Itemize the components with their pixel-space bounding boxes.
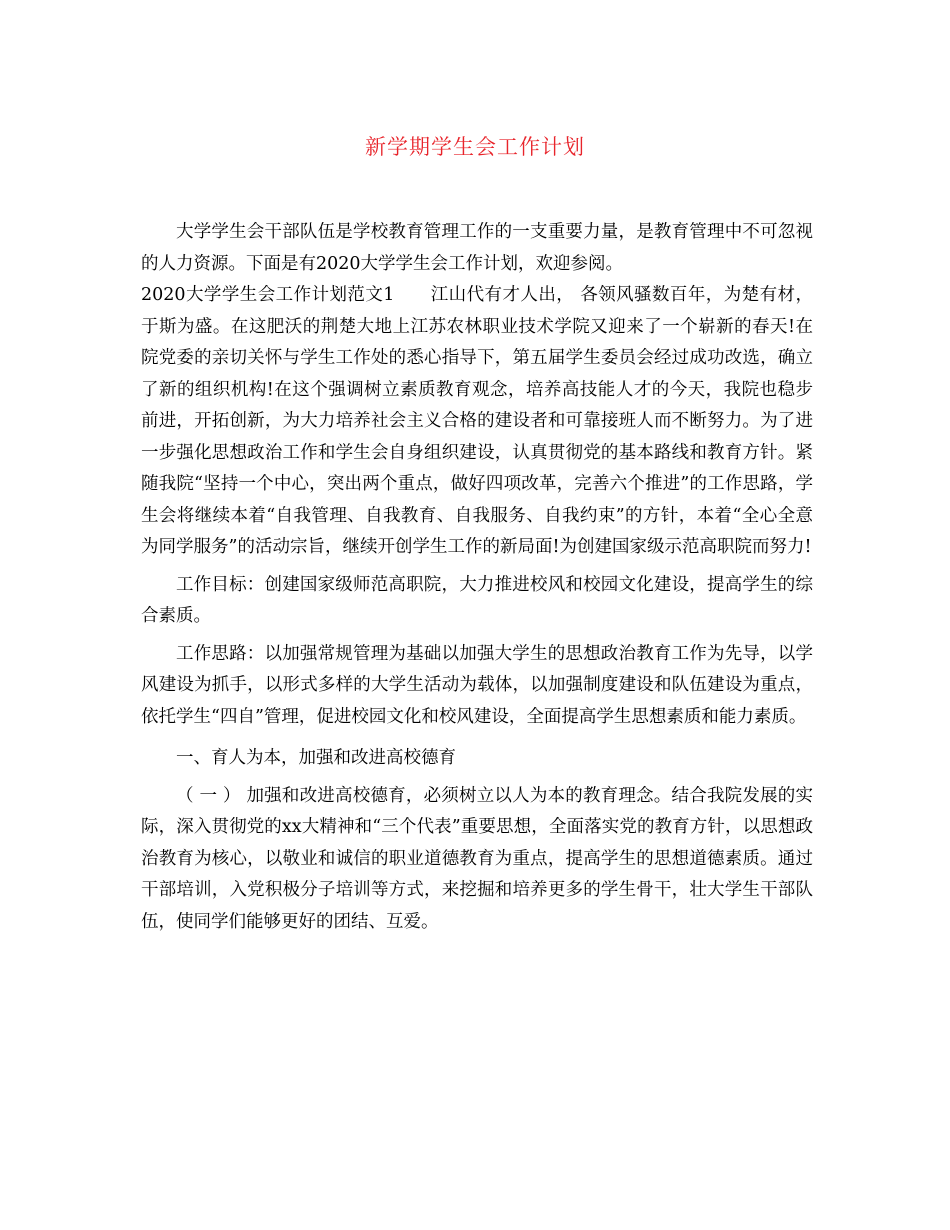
section-heading: 一、育人为本，加强和改进高校德育 <box>176 748 456 768</box>
work-approach-paragraph: 工作思路：以加强常规管理为基础以加强大学生的思想政治教育工作为先导，以学风建设为抓手，以形式多样的大学生活动为载体，以加强制度建设和队伍建设为重点，依托学生“四自”管理，促进校园文化和校风建设，全面提高学生思想素质和能力素质。 <box>141 643 813 727</box>
sample-paragraph: 2020大学学生会工作计划范文1 江山代有才人出， 各领风骚数百年，为楚有材，于斯为盛。在这肥沃的荆楚大地上江苏农林职业技术学院又迎来了一个崭新的春天!在院党委的亲切关怀与学生工作处的悉心指导下，第五届学生委员会经过成功改选，确立了新的组织机构!在这个强调树立素质教育观念，培养高技能人才的今天，我院也稳步前进，开拓创新，为大力培养社会主义合格的建设者和可靠接班人而不断努力。为了进一步强化思想政治工作和学生会自身组织建设，认真贯彻党的基本路线和教育方针。紧随我院“坚持一个中心，突出两个重点，做好四项改革，完善六个推进”的工作思路，学生会将继续本着“自我管理、自我教育、自我服务、自我约束”的方针，本着“全心全意为同学服务”的活动宗旨，继续开创学生工作的新局面!为创建国家级示范高职院而努力! <box>141 285 813 557</box>
document-body <box>141 217 813 938</box>
work-goal-paragraph: 工作目标：创建国家级师范高职院，大力推进校风和校园文化建设，提高学生的综合素质。 <box>141 574 813 626</box>
section-paragraph: （ 一 ） 加强和改进高校德育，必须树立以人为本的教育理念。结合我院发展的实际，深入贯彻党的xx大精神和“三个代表”重要思想，全面落实党的教育方针，以思想政治教育为核心，以敬业和诚信的职业道德教育为重点，提高学生的思想道德素质。通过干部培训，入党积极分子培训等方式，来挖掘和培养更多的学生骨干，壮大学生干部队伍，使同学们能够更好的团结、互爱。 <box>141 785 813 932</box>
intro-paragraph: 大学学生会干部队伍是学校教育管理工作的一支重要力量，是教育管理中不可忽视的人力资源。下面是有2020大学学生会工作计划，欢迎参阅。 <box>141 222 813 274</box>
document-title: 新学期学生会工作计划 <box>365 135 585 159</box>
